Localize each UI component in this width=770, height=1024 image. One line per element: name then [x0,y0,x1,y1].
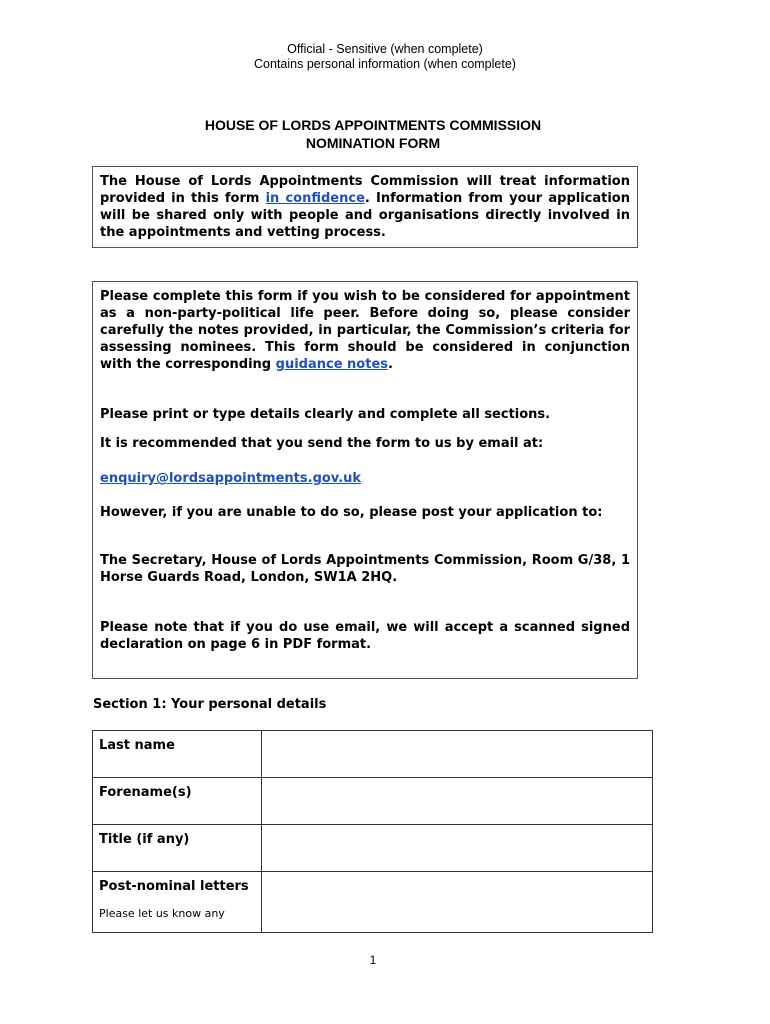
email-link[interactable]: enquiry@lordsappointments.gov.uk [100,471,362,486]
header-line-1: Official - Sensitive (when complete) [287,42,483,56]
personal-details-table [92,730,653,933]
table-row [93,825,653,872]
title-line-2: NOMINATION FORM [305,135,441,151]
title-label: Title (if any) [93,825,262,872]
post-nominal-label-cell [93,872,262,933]
instructions-box [92,281,638,679]
postal-address: The Secretary, House of Lords Appointments Commission, Room G/38, 1 Horse Guards Road, London, SW1A 2HQ. [100,553,630,585]
last-name-field[interactable] [262,731,653,778]
confidentiality-notice-box [92,166,638,248]
table-row [93,731,653,778]
forenames-field[interactable] [262,778,653,825]
instructions-intro: Please complete this form if you wish to be considered for appointment as a non-party-political life peer. Before doing so, please consider carefully the notes provided, in particular, the Commission’s criteria for assessing nominees. This form should be considered in conjunction with the corresponding guidance notes. [100,289,630,372]
post-instruction: However, if you are unable to do so, please post your application to: [100,505,603,520]
table-row [93,872,653,933]
header-line-2: Contains personal information (when complete) [254,57,516,71]
document-title [0,116,746,152]
confidentiality-text: The House of Lords Appointments Commission will treat information provided in this form in confidence. Information from your application will be shared only with people and organisations directly involved in the appointments and vetting process. [100,174,630,240]
document-header [0,42,770,72]
title-field[interactable] [262,825,653,872]
post-nominal-field[interactable] [262,872,653,933]
post-nominal-label: Post-nominal letters [99,879,249,894]
guidance-notes-link[interactable]: guidance notes [275,357,388,372]
last-name-label: Last name [93,731,262,778]
title-line-1: HOUSE OF LORDS APPOINTMENTS COMMISSION [204,117,542,133]
in-confidence-link[interactable]: in confidence [265,191,365,206]
print-instruction: Please print or type details clearly and complete all sections. [100,407,551,422]
post-nominal-hint: Please let us know any [99,907,225,920]
table-row [93,778,653,825]
forenames-label: Forename(s) [93,778,262,825]
email-note: Please note that if you do use email, we will accept a scanned signed declaration on page 6 in PDF format. [100,620,630,652]
email-recommendation: It is recommended that you send the form to us by email at: [100,436,544,451]
page-number: 1 [369,953,377,967]
section-1-heading: Section 1: Your personal details [93,697,327,712]
